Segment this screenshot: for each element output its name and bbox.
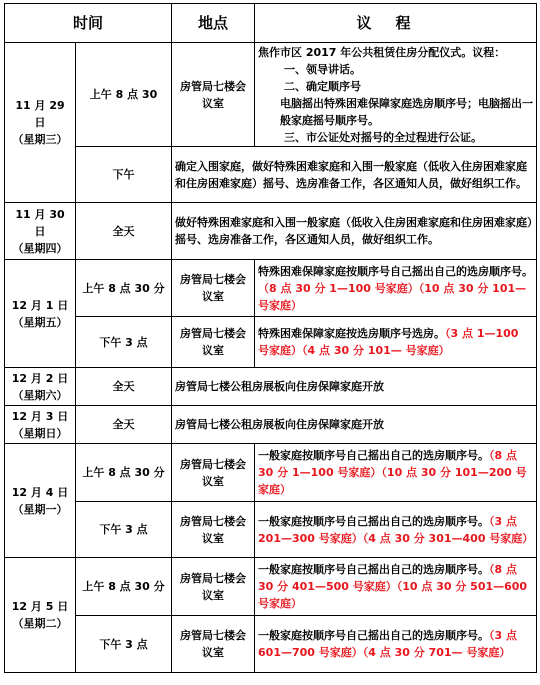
agenda-cell: 一般家庭按顺序号自己摇出自己的选房顺序号。（3 点 601—700 号家庭）（4 点 30 分 701— 号家庭） <box>255 616 537 673</box>
period-cell: 下午 <box>76 147 172 203</box>
table-row <box>5 43 537 147</box>
header-place: 地点 <box>172 4 255 43</box>
date-cell: 11 月 29 日 （星期三） <box>5 43 76 203</box>
date-cell: 12 月 1 日 （星期五） <box>5 260 76 368</box>
place-cell: 房管局七楼会议室 <box>172 558 255 616</box>
agenda-cell: 一般家庭按顺序号自己摇出自己的选房顺序号。（8 点 30 分 401—500 号家庭）（10 点 30 分 501—600 号家庭） <box>255 558 537 616</box>
header-time: 时间 <box>5 4 172 43</box>
agenda-cell: 一般家庭按顺序号自己摇出自己的选房顺序号。（8 点 30 分 1—100 号家庭）（10 点 30 分 101—200 号家庭） <box>255 444 537 502</box>
table-row <box>5 368 537 406</box>
table-row <box>5 444 537 502</box>
place-cell: 房管局七楼会议室 <box>172 444 255 502</box>
highlight-text: （3 点 201—300 号家庭）（4 点 30 分 301—400 号家庭） <box>258 514 534 545</box>
highlight-text: （8 点 30 分 1—100 号家庭）（10 点 30 分 101—200 号家庭） <box>258 449 527 496</box>
table-row <box>5 558 537 616</box>
period-cell: 下午 3 点 <box>76 616 172 673</box>
agenda-cell: 确定入围家庭，做好特殊困难家庭和入围一般家庭（低收入住房困难家庭和住房困难家庭）摇号、选房准备工作，各区通知人员，做好组织工作。 <box>172 147 537 203</box>
date-cell: 12 月 2 日 （星期六） <box>5 368 76 406</box>
agenda-cell: 一般家庭按顺序号自己摇出自己的选房顺序号。（3 点 201—300 号家庭）（4 点 30 分 301—400 号家庭） <box>255 502 537 558</box>
period-cell: 上午 8 点 30 <box>76 43 172 147</box>
date-cell: 12 月 5 日 （星期二） <box>5 558 76 673</box>
agenda-cell: 房管局七楼公租房展板向住房保障家庭开放 <box>172 368 537 406</box>
place-cell: 房管局七楼会议室 <box>172 43 255 147</box>
table-row <box>5 502 537 558</box>
period-cell: 下午 3 点 <box>76 317 172 368</box>
highlight-text: （3 点 1—100 号家庭）（4 点 30 分 101— 号家庭） <box>258 327 519 357</box>
place-cell: 房管局七楼会议室 <box>172 616 255 673</box>
agenda-cell: 房管局七楼公租房展板向住房保障家庭开放 <box>172 406 537 444</box>
highlight-text: （8 点 30 分 1—100 号家庭）（10 点 30 分 101— 号家庭） <box>258 281 527 312</box>
schedule-table <box>4 3 537 673</box>
table-row <box>5 260 537 317</box>
place-cell: 房管局七楼会议室 <box>172 502 255 558</box>
header-row <box>5 4 537 43</box>
table-row <box>5 616 537 673</box>
period-cell: 全天 <box>76 406 172 444</box>
agenda-cell: 焦作市区 2017 年公共租赁住房分配仪式。议程： 一、领导讲话。 二、确定顺序号 电脑摇出特殊困难保障家庭选房顺序号；电脑摇出一般家庭摇号顺序号。 三、市公证处对摇号的全过程进行公证。 <box>255 43 537 147</box>
agenda-cell: 做好特殊困难家庭和入围一般家庭（低收入住房困难家庭和住房困难家庭）摇号、选房准备工作，各区通知人员，做好组织工作。 <box>172 203 537 260</box>
table-row <box>5 317 537 368</box>
agenda-cell: 特殊困难保障家庭按选房顺序号选房。（3 点 1—100 号家庭）（4 点 30 分 101— 号家庭） <box>255 317 537 368</box>
period-cell: 全天 <box>76 368 172 406</box>
date-cell: 12 月 4 日 （星期一） <box>5 444 76 558</box>
header-agenda: 议程 <box>255 4 537 43</box>
highlight-text: （8 点 30 分 401—500 号家庭）（10 点 30 分 501—600 号家庭） <box>258 563 528 610</box>
period-cell: 下午 3 点 <box>76 502 172 558</box>
table-row <box>5 406 537 444</box>
date-cell: 12 月 3 日 （星期日） <box>5 406 76 444</box>
agenda-cell: 特殊困难保障家庭按顺序号自己摇出自己的选房顺序号。（8 点 30 分 1—100 号家庭）（10 点 30 分 101— 号家庭） <box>255 260 537 317</box>
table-row <box>5 147 537 203</box>
table-row <box>5 203 537 260</box>
period-cell: 上午 8 点 30 分 <box>76 260 172 317</box>
place-cell: 房管局七楼会议室 <box>172 317 255 368</box>
period-cell: 上午 8 点 30 分 <box>76 558 172 616</box>
period-cell: 全天 <box>76 203 172 260</box>
place-cell: 房管局七楼会议室 <box>172 260 255 317</box>
date-cell: 11 月 30 日 （星期四） <box>5 203 76 260</box>
period-cell: 上午 8 点 30 分 <box>76 444 172 502</box>
highlight-text: （3 点 601—700 号家庭）（4 点 30 分 701— 号家庭） <box>258 629 517 659</box>
